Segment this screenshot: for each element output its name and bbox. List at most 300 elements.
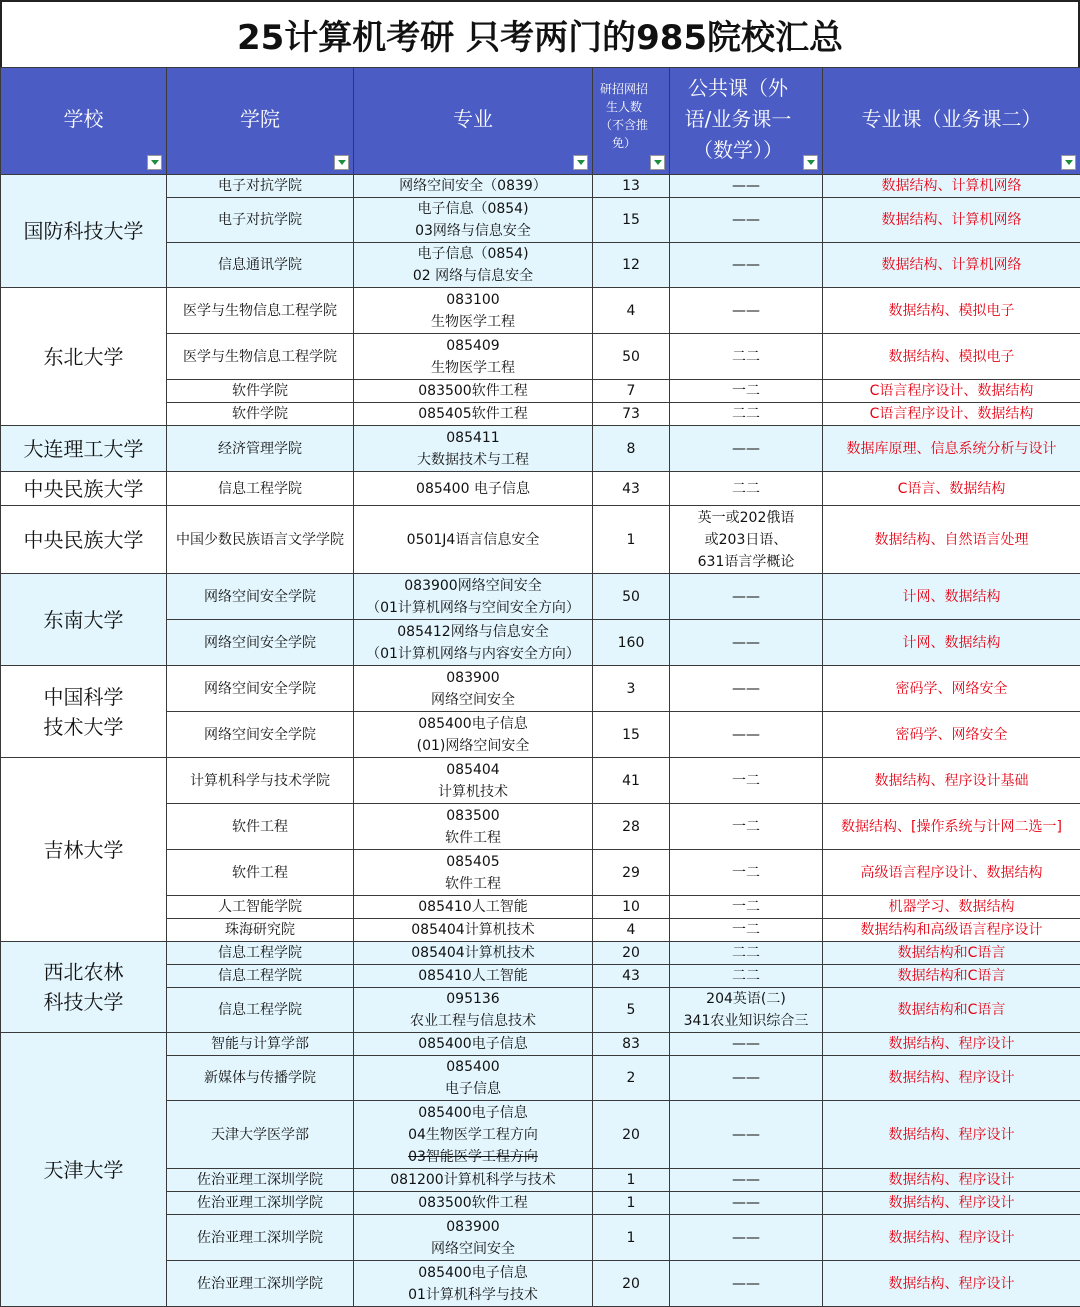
cell-line: 085400电子信息	[356, 713, 590, 735]
cell-line: ——	[672, 586, 820, 608]
professional-course-value: C语言、数据结构	[898, 481, 1006, 497]
cell-line: 电子信息（0854)	[356, 198, 590, 220]
college-cell	[167, 1261, 354, 1307]
college-cell	[167, 1056, 354, 1101]
quota-value: 13	[622, 178, 640, 194]
cell-line: 农业工程与信息技术	[356, 1010, 590, 1032]
cell-line: 计算机技术	[356, 781, 590, 803]
public-course-cell	[670, 804, 823, 850]
professional-course-value: 数据结构和C语言	[898, 945, 1006, 961]
professional-course-cell	[823, 804, 1080, 850]
professional-course-value: 数据结构、程序设计	[889, 1195, 1015, 1211]
college-name: 电子对抗学院	[218, 212, 302, 228]
college-name: 信息工程学院	[218, 1002, 302, 1018]
quota-value: 1	[627, 1230, 636, 1246]
header-professional-label: 专业课（业务课二）	[862, 107, 1042, 131]
professional-course-cell	[823, 175, 1080, 198]
college-name: 佐治亚理工深圳学院	[197, 1230, 323, 1246]
filter-dropdown-icon[interactable]	[573, 155, 588, 170]
public-course-cell	[670, 896, 823, 919]
cell-line: 085412网络与信息安全	[356, 621, 590, 643]
cell-line: 085400 电子信息	[356, 478, 590, 500]
public-course-cell	[670, 1261, 823, 1307]
college-name: 信息工程学院	[218, 968, 302, 984]
public-course-cell	[670, 472, 823, 506]
public-course-cell	[670, 965, 823, 988]
quota-cell	[593, 403, 670, 426]
major-cell	[354, 574, 593, 620]
quota-cell	[593, 198, 670, 243]
quota-value: 73	[622, 406, 640, 422]
public-course-cell	[670, 850, 823, 896]
college-cell	[167, 426, 354, 472]
professional-course-value: C语言程序设计、数据结构	[870, 406, 1034, 422]
cell-line: 电子信息	[356, 1078, 590, 1100]
school-name: 天津大学	[44, 1158, 124, 1182]
header-school	[1, 68, 167, 175]
table-row	[1, 175, 1080, 198]
cell-line: 083500	[356, 805, 590, 827]
college-cell	[167, 1192, 354, 1215]
major-cell	[354, 198, 593, 243]
quota-cell	[593, 426, 670, 472]
quota-value: 20	[622, 945, 640, 961]
professional-course-cell	[823, 965, 1080, 988]
college-name: 珠海研究院	[225, 922, 295, 938]
school-name: 中央民族大学	[24, 477, 144, 501]
quota-cell	[593, 850, 670, 896]
major-cell	[354, 426, 593, 472]
cell-line: ——	[672, 1169, 820, 1191]
school-name: 中央民族大学	[24, 528, 144, 552]
public-course-cell	[670, 175, 823, 198]
table-row	[1, 426, 1080, 472]
cell-line: ——	[672, 632, 820, 654]
quota-cell	[593, 1033, 670, 1056]
table-row	[1, 506, 1080, 574]
cell-line: 网络空间安全	[356, 689, 590, 711]
professional-course-cell	[823, 574, 1080, 620]
professional-course-value: 数据结构、程序设计	[889, 1276, 1015, 1292]
major-cell	[354, 380, 593, 403]
quota-cell	[593, 1192, 670, 1215]
cell-line: 电子信息（0854)	[356, 243, 590, 265]
professional-course-value: 数据结构、自然语言处理	[875, 532, 1029, 548]
cell-line: 二二	[672, 965, 820, 987]
major-cell	[354, 666, 593, 712]
cell-line: 一二	[672, 862, 820, 884]
professional-course-cell	[823, 1215, 1080, 1261]
cell-line: ——	[672, 175, 820, 197]
major-cell	[354, 1056, 593, 1101]
quota-cell	[593, 1056, 670, 1101]
quota-cell	[593, 942, 670, 965]
cell-line: (01)网络空间安全	[356, 735, 590, 757]
quota-value: 29	[622, 865, 640, 881]
college-cell	[167, 1215, 354, 1261]
college-name: 网络空间安全学院	[204, 589, 316, 605]
college-name: 信息通讯学院	[218, 257, 302, 273]
public-course-cell	[670, 1101, 823, 1169]
cell-line: 一二	[672, 770, 820, 792]
table-row	[1, 288, 1080, 334]
quota-cell	[593, 758, 670, 804]
quota-value: 2	[627, 1070, 636, 1086]
professional-course-cell	[823, 758, 1080, 804]
public-course-cell	[670, 380, 823, 403]
public-course-cell	[670, 506, 823, 574]
quota-value: 50	[622, 349, 640, 365]
college-cell	[167, 712, 354, 758]
quota-value: 15	[622, 727, 640, 743]
school-cell	[1, 758, 167, 942]
professional-course-value: 数据结构、模拟电子	[889, 349, 1015, 365]
filter-dropdown-icon[interactable]	[147, 155, 162, 170]
cell-line: 02 网络与信息安全	[356, 265, 590, 287]
quota-value: 160	[618, 635, 645, 651]
cell-line: 083500软件工程	[356, 380, 590, 402]
professional-course-cell	[823, 666, 1080, 712]
professional-course-value: 数据结构和C语言	[898, 1002, 1006, 1018]
cell-line: 二二	[672, 403, 820, 425]
cell-line: 095136	[356, 988, 590, 1010]
public-course-cell	[670, 942, 823, 965]
college-name: 信息工程学院	[218, 945, 302, 961]
professional-course-cell	[823, 403, 1080, 426]
college-cell	[167, 243, 354, 288]
major-cell	[354, 804, 593, 850]
quota-value: 12	[622, 257, 640, 273]
major-cell	[354, 506, 593, 574]
professional-course-value: 数据结构、程序设计	[889, 1036, 1015, 1052]
public-course-cell	[670, 620, 823, 666]
quota-cell	[593, 472, 670, 506]
public-course-cell	[670, 426, 823, 472]
college-cell	[167, 804, 354, 850]
school-name: 大连理工大学	[24, 437, 144, 461]
cell-line: ——	[672, 1227, 820, 1249]
cell-line: 085400电子信息	[356, 1102, 590, 1124]
cell-line: ——	[672, 724, 820, 746]
major-cell	[354, 1033, 593, 1056]
quota-cell	[593, 1215, 670, 1261]
quota-value: 1	[627, 532, 636, 548]
professional-course-cell	[823, 1101, 1080, 1169]
cell-line: 085411	[356, 427, 590, 449]
quota-cell	[593, 804, 670, 850]
quota-value: 41	[622, 773, 640, 789]
school-name: 中国科学技术大学	[39, 682, 129, 742]
professional-course-cell	[823, 1192, 1080, 1215]
major-cell	[354, 620, 593, 666]
major-cell	[354, 472, 593, 506]
college-name: 电子对抗学院	[218, 178, 302, 194]
table-row	[1, 942, 1080, 965]
cell-line: 341农业知识综合三	[672, 1010, 820, 1032]
professional-course-cell	[823, 850, 1080, 896]
cell-line: 631语言学概论	[672, 551, 820, 573]
college-name: 网络空间安全学院	[204, 727, 316, 743]
major-cell	[354, 288, 593, 334]
professional-course-value: 高级语言程序设计、数据结构	[861, 865, 1043, 881]
cell-line: ——	[672, 438, 820, 460]
professional-course-cell	[823, 426, 1080, 472]
cell-line: 04生物医学工程方向	[356, 1124, 590, 1146]
professional-course-cell	[823, 712, 1080, 758]
college-name: 中国少数民族语言文学学院	[176, 532, 344, 548]
school-name: 吉林大学	[44, 838, 124, 862]
cell-line: 03智能医学工程方向	[356, 1146, 590, 1168]
major-cell	[354, 896, 593, 919]
public-course-cell	[670, 666, 823, 712]
header-major-label: 专业	[453, 107, 493, 131]
quota-value: 83	[622, 1036, 640, 1052]
quota-value: 43	[622, 968, 640, 984]
quota-cell	[593, 243, 670, 288]
cell-line: ——	[672, 678, 820, 700]
public-course-cell	[670, 334, 823, 380]
header-professional	[823, 68, 1080, 175]
professional-course-value: 数据结构、模拟电子	[889, 303, 1015, 319]
table-row	[1, 472, 1080, 506]
professional-course-cell	[823, 472, 1080, 506]
cell-line: 085404计算机技术	[356, 919, 590, 941]
professional-course-cell	[823, 1169, 1080, 1192]
cell-line: 085400	[356, 1056, 590, 1078]
major-cell	[354, 1169, 593, 1192]
cell-line: ——	[672, 1067, 820, 1089]
quota-value: 7	[627, 383, 636, 399]
quota-cell	[593, 988, 670, 1033]
college-cell	[167, 758, 354, 804]
college-cell	[167, 1101, 354, 1169]
college-cell	[167, 472, 354, 506]
cell-line: 网络空间安全（0839）	[356, 175, 590, 197]
cell-line: 0501J4语言信息安全	[356, 529, 590, 551]
college-cell	[167, 965, 354, 988]
cell-line: 083900网络空间安全	[356, 575, 590, 597]
cell-line: 085404计算机技术	[356, 942, 590, 964]
header-quota	[593, 68, 670, 175]
quota-value: 1	[627, 1172, 636, 1188]
professional-course-value: 数据结构、程序设计基础	[875, 773, 1029, 789]
quota-cell	[593, 574, 670, 620]
college-name: 软件工程	[232, 819, 288, 835]
quota-value: 1	[627, 1195, 636, 1211]
quota-value: 8	[627, 441, 636, 457]
college-name: 天津大学医学部	[211, 1127, 309, 1143]
header-public	[670, 68, 823, 175]
professional-course-value: 密码学、网络安全	[896, 681, 1008, 697]
college-name: 网络空间安全学院	[204, 681, 316, 697]
professional-course-value: 数据结构、计算机网络	[882, 178, 1022, 194]
cell-line: 083100	[356, 289, 590, 311]
cell-line: ——	[672, 300, 820, 322]
college-cell	[167, 850, 354, 896]
filter-dropdown-icon[interactable]	[650, 155, 665, 170]
major-cell	[354, 965, 593, 988]
major-cell	[354, 175, 593, 198]
header-school-label: 学校	[64, 107, 104, 131]
professional-course-cell	[823, 620, 1080, 666]
cell-line: 一二	[672, 380, 820, 402]
college-cell	[167, 942, 354, 965]
cell-line: 085409	[356, 335, 590, 357]
quota-cell	[593, 1101, 670, 1169]
header-college-label: 学院	[240, 107, 280, 131]
quota-cell	[593, 175, 670, 198]
school-name: 东北大学	[44, 345, 124, 369]
college-name: 经济管理学院	[218, 441, 302, 457]
college-name: 网络空间安全学院	[204, 635, 316, 651]
college-cell	[167, 334, 354, 380]
professional-course-cell	[823, 380, 1080, 403]
quota-value: 43	[622, 481, 640, 497]
public-course-cell	[670, 243, 823, 288]
major-cell	[354, 919, 593, 942]
college-cell	[167, 198, 354, 243]
professional-course-value: 数据结构、计算机网络	[882, 212, 1022, 228]
college-cell	[167, 175, 354, 198]
public-course-cell	[670, 712, 823, 758]
cell-line: 一二	[672, 919, 820, 941]
professional-course-cell	[823, 288, 1080, 334]
quota-cell	[593, 919, 670, 942]
professional-course-value: 数据结构和高级语言程序设计	[861, 922, 1043, 938]
header-public-label: 公共课（外语/业务课一（数学））	[685, 76, 792, 162]
public-course-cell	[670, 288, 823, 334]
quota-value: 4	[627, 303, 636, 319]
major-cell	[354, 1101, 593, 1169]
quota-value: 15	[622, 212, 640, 228]
quota-value: 20	[622, 1127, 640, 1143]
cell-line: 083900	[356, 1216, 590, 1238]
school-cell	[1, 574, 167, 666]
major-cell	[354, 988, 593, 1033]
cell-line: 软件工程	[356, 827, 590, 849]
public-course-cell	[670, 919, 823, 942]
filter-dropdown-icon[interactable]	[334, 155, 349, 170]
professional-course-value: 数据结构、程序设计	[889, 1127, 1015, 1143]
cell-line: 软件工程	[356, 873, 590, 895]
quota-cell	[593, 965, 670, 988]
header-quota-label: 研招网招生人数（不含推免）	[600, 82, 648, 150]
quota-value: 5	[627, 1002, 636, 1018]
quota-cell	[593, 666, 670, 712]
school-cell	[1, 426, 167, 472]
public-course-cell	[670, 1192, 823, 1215]
major-cell	[354, 334, 593, 380]
quota-cell	[593, 712, 670, 758]
quota-value: 28	[622, 819, 640, 835]
professional-course-value: 数据结构、程序设计	[889, 1230, 1015, 1246]
college-name: 佐治亚理工深圳学院	[197, 1195, 323, 1211]
school-name: 西北农林科技大学	[39, 957, 129, 1017]
cell-line: ——	[672, 1124, 820, 1146]
cell-line: 二二	[672, 346, 820, 368]
table-row	[1, 1033, 1080, 1056]
college-name: 智能与计算学部	[211, 1036, 309, 1052]
professional-course-cell	[823, 942, 1080, 965]
quota-cell	[593, 334, 670, 380]
professional-course-cell	[823, 1056, 1080, 1101]
filter-dropdown-icon[interactable]	[803, 155, 818, 170]
professional-course-cell	[823, 243, 1080, 288]
cell-line: 085405	[356, 851, 590, 873]
cell-line: 083500软件工程	[356, 1192, 590, 1214]
professional-course-cell	[823, 988, 1080, 1033]
cell-line: （01计算机网络与空间安全方向）	[356, 597, 590, 619]
major-cell	[354, 712, 593, 758]
college-cell	[167, 403, 354, 426]
quota-value: 3	[627, 681, 636, 697]
quota-cell	[593, 288, 670, 334]
professional-course-value: 机器学习、数据结构	[889, 899, 1015, 915]
cell-line: 085400电子信息	[356, 1033, 590, 1055]
college-name: 新媒体与传播学院	[204, 1070, 316, 1086]
cell-line: 085400电子信息	[356, 1262, 590, 1284]
public-course-cell	[670, 403, 823, 426]
header-college	[167, 68, 354, 175]
school-cell	[1, 506, 167, 574]
college-name: 佐治亚理工深圳学院	[197, 1172, 323, 1188]
table-row	[1, 666, 1080, 712]
table-header-row	[1, 68, 1080, 175]
major-cell	[354, 758, 593, 804]
college-name: 信息工程学院	[218, 481, 302, 497]
quota-cell	[593, 1261, 670, 1307]
table-row	[1, 574, 1080, 620]
major-cell	[354, 1215, 593, 1261]
major-cell	[354, 243, 593, 288]
professional-course-value: 数据结构、程序设计	[889, 1070, 1015, 1086]
filter-dropdown-icon[interactable]	[1061, 155, 1076, 170]
page-title: 25计算机考研 只考两门的985院校汇总	[0, 0, 1080, 67]
cell-line: ——	[672, 1192, 820, 1214]
public-course-cell	[670, 988, 823, 1033]
table-row	[1, 758, 1080, 804]
college-cell	[167, 574, 354, 620]
schools-table	[0, 67, 1080, 1307]
professional-course-value: 计网、数据结构	[903, 635, 1001, 651]
college-cell	[167, 506, 354, 574]
professional-course-value: 计网、数据结构	[903, 589, 1001, 605]
major-cell	[354, 403, 593, 426]
cell-line: 081200计算机科学与技术	[356, 1169, 590, 1191]
college-name: 医学与生物信息工程学院	[183, 303, 337, 319]
cell-line: 083900	[356, 667, 590, 689]
public-course-cell	[670, 198, 823, 243]
professional-course-cell	[823, 506, 1080, 574]
major-cell	[354, 942, 593, 965]
cell-line: 085405软件工程	[356, 403, 590, 425]
cell-line: 大数据技术与工程	[356, 449, 590, 471]
public-course-cell	[670, 758, 823, 804]
cell-line: 204英语(二)	[672, 988, 820, 1010]
public-course-cell	[670, 1033, 823, 1056]
professional-course-cell	[823, 896, 1080, 919]
cell-line: ——	[672, 1033, 820, 1055]
college-cell	[167, 1169, 354, 1192]
professional-course-value: 数据结构和C语言	[898, 968, 1006, 984]
school-cell	[1, 175, 167, 288]
cell-line: ——	[672, 209, 820, 231]
college-cell	[167, 620, 354, 666]
cell-line: 二二	[672, 942, 820, 964]
public-course-cell	[670, 1169, 823, 1192]
professional-course-cell	[823, 1033, 1080, 1056]
professional-course-cell	[823, 198, 1080, 243]
